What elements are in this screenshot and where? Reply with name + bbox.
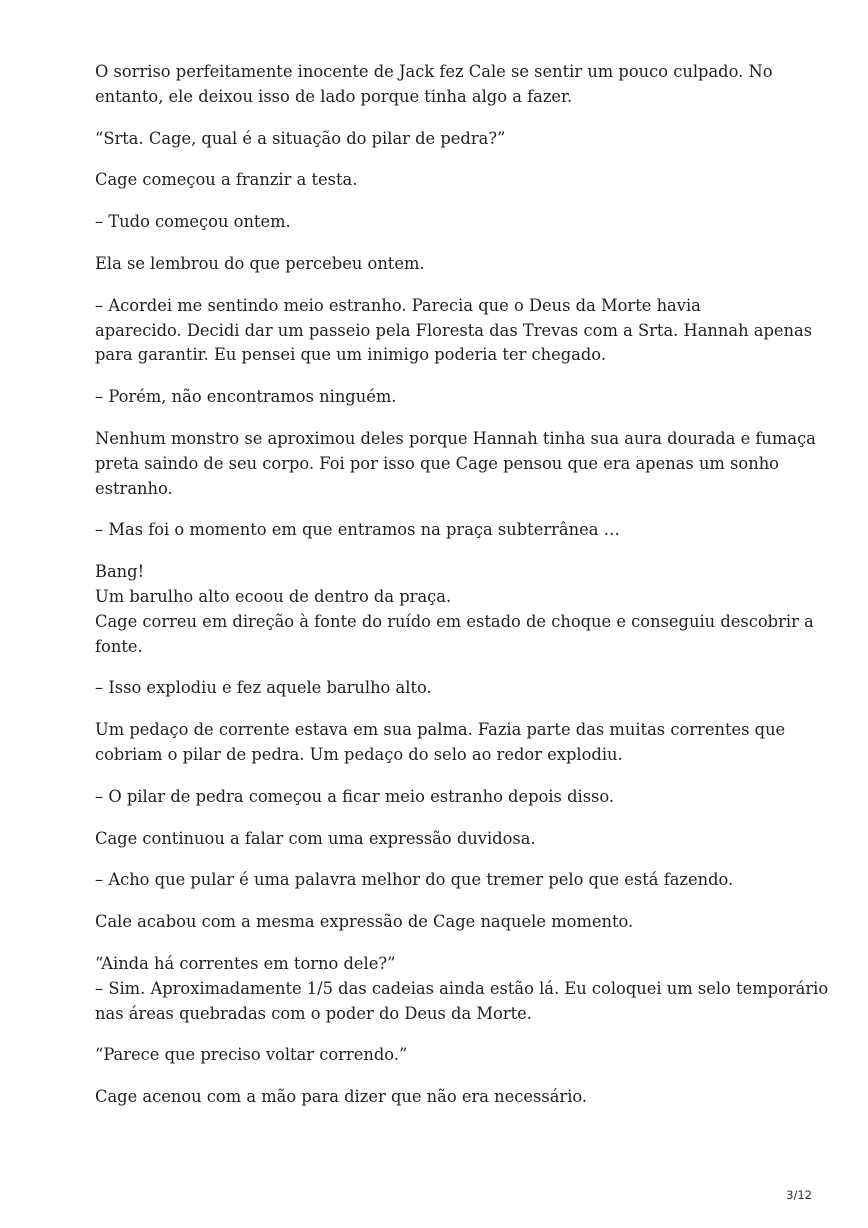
paragraph — [95, 827, 795, 852]
text-line: – O pilar de pedra começou a ficar meio estranho depois disso. — [95, 786, 615, 806]
text-line: nas áreas quebradas com o poder do Deus da Morte. — [95, 1003, 532, 1023]
text-line: “Ainda há correntes em torno dele?” — [95, 953, 396, 973]
paragraph — [95, 910, 795, 935]
text-line: Cale acabou com a mesma expressão de Cage naquele momento. — [95, 912, 634, 932]
paragraph — [95, 1085, 795, 1110]
text-line: Um barulho alto ecoou de dentro da praça. — [95, 586, 452, 606]
paragraph — [95, 210, 795, 235]
text-line: “Srta. Cage, qual é a situação do pilar de pedra?” — [95, 128, 506, 148]
text-line: Bang! — [95, 562, 145, 582]
paragraph — [95, 952, 829, 1026]
text-line: cobriam o pilar de pedra. Um pedaço do selo ao redor explodiu. — [95, 744, 623, 764]
text-line: entanto, ele deixou isso de lado porque tinha algo a fazer. — [95, 86, 573, 106]
text-line: O sorriso perfeitamente inocente de Jack fez Cale se sentir um pouco culpado. No — [95, 62, 773, 81]
text-line: preta saindo de seu corpo. Foi por isso que Cage pensou que era apenas um sonho — [95, 453, 779, 473]
text-line: Cage correu em direção à fonte do ruído em estado de choque e conseguiu descobrir a — [95, 611, 814, 631]
text-line: “Parece que preciso voltar correndo.” — [95, 1045, 408, 1065]
document-body — [95, 60, 829, 1127]
paragraph — [95, 294, 813, 368]
paragraph — [95, 60, 795, 110]
paragraph — [95, 560, 814, 659]
text-line: – Porém, não encontramos ninguém. — [95, 387, 397, 407]
paragraph — [95, 427, 816, 501]
text-line: Cage começou a franzir a testa. — [95, 170, 358, 190]
paragraph — [95, 252, 795, 277]
text-line: Nenhum monstro se aproximou deles porque Hannah tinha sua aura dourada e fumaça — [95, 428, 816, 448]
text-line: – Acho que pular é uma palavra melhor do que tremer pelo que está fazendo. — [95, 870, 734, 890]
page-number: 3/12 — [786, 1188, 812, 1202]
text-line: aparecido. Decidi dar um passeio pela Floresta das Trevas com a Srta. Hannah apenas — [95, 320, 813, 340]
paragraph — [95, 718, 795, 768]
paragraph — [95, 385, 795, 410]
text-line: Cage acenou com a mão para dizer que não era necessário. — [95, 1087, 588, 1107]
text-line: Ela se lembrou do que percebeu ontem. — [95, 253, 425, 273]
text-line: Cage continuou a falar com uma expressão duvidosa. — [95, 828, 536, 848]
text-line: fonte. — [95, 636, 143, 656]
paragraph — [95, 1043, 795, 1068]
paragraph — [95, 168, 795, 193]
text-line: Um pedaço de corrente estava em sua palma. Fazia parte das muitas correntes que — [95, 720, 786, 740]
paragraph — [95, 676, 795, 701]
text-line: – Tudo começou ontem. — [95, 212, 291, 232]
paragraph — [95, 785, 795, 810]
text-line: – Mas foi o momento em que entramos na praça subterrânea … — [95, 520, 620, 540]
paragraph — [95, 127, 795, 152]
text-line: – Sim. Aproximadamente 1/5 das cadeias ainda estão lá. Eu coloquei um selo temporário — [95, 978, 829, 998]
text-line: estranho. — [95, 478, 173, 498]
text-line: – Acordei me sentindo meio estranho. Parecia que o Deus da Morte havia — [95, 295, 701, 315]
text-line: para garantir. Eu pensei que um inimigo poderia ter chegado. — [95, 345, 606, 365]
paragraph — [95, 868, 795, 893]
paragraph — [95, 518, 795, 543]
text-line: – Isso explodiu e fez aquele barulho alto. — [95, 678, 432, 698]
